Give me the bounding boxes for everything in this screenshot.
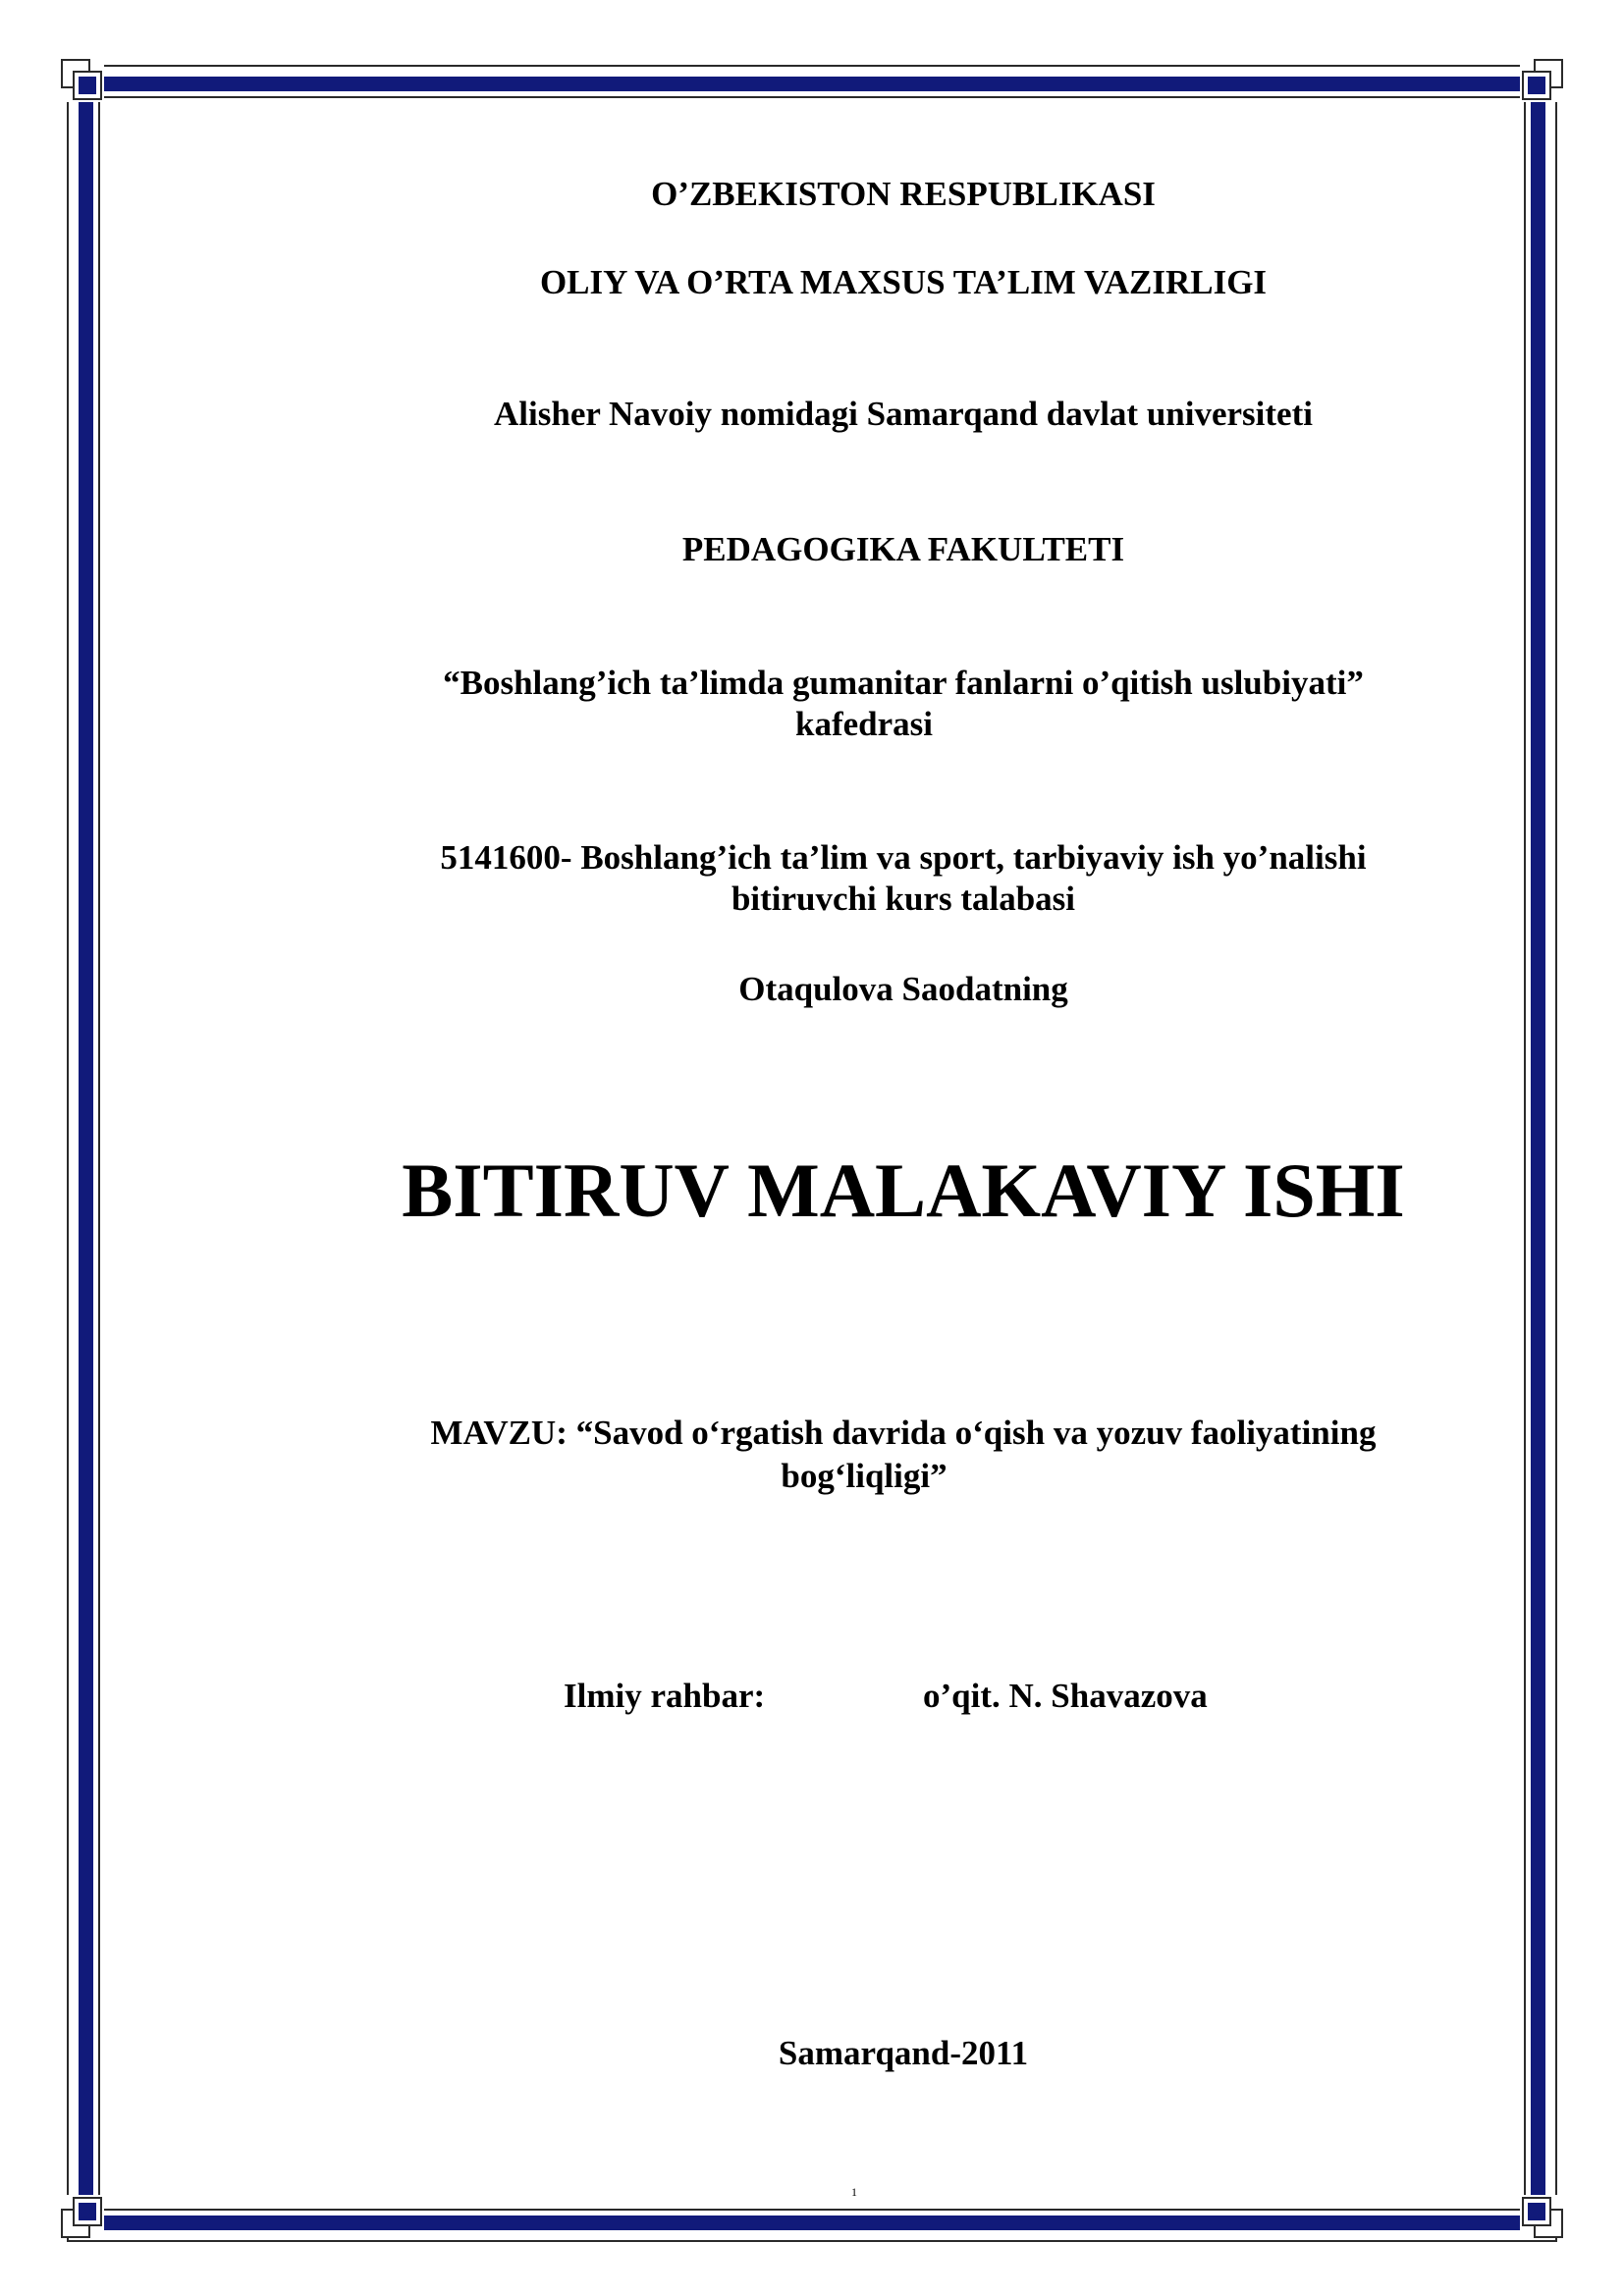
page-number: 1 bbox=[851, 2185, 857, 2199]
specialty-line: 5141600- Boshlang’ich ta’lim va sport, tarbiyaviy ish yo’nalishi bbox=[440, 838, 1367, 877]
country-heading: O’ZBEKISTON RESPUBLIKASI bbox=[651, 175, 1156, 213]
supervisor-name: o’qit. N. Shavazova bbox=[923, 1677, 1208, 1715]
department-name: “Boshlang’ich ta’limda gumanitar fanlarni o’qitish uslubiyati” bbox=[443, 664, 1364, 702]
document-title: BITIRUV MALAKAVIY ISHI bbox=[402, 1148, 1405, 1233]
department-suffix: kafedrasi bbox=[795, 705, 933, 743]
border-corner-ornament bbox=[61, 2195, 104, 2238]
border-corner-ornament bbox=[1520, 59, 1563, 102]
topic-line: MAVZU: “Savod o‘rgatish davrida o‘qish va yozuv faoliyatining bbox=[430, 1414, 1377, 1452]
student-status-line: bitiruvchi kurs talabasi bbox=[731, 880, 1076, 918]
university-name: Alisher Navoiy nomidagi Samarqand davlat universiteti bbox=[494, 395, 1313, 433]
supervisor-row bbox=[564, 1677, 1271, 1724]
topic-line-continuation: bog‘liqligi” bbox=[781, 1457, 947, 1495]
ministry-heading: OLIY VA O’RTA MAXSUS TA’LIM VAZIRLIGI bbox=[539, 263, 1268, 301]
city-year: Samarqand-2011 bbox=[778, 2034, 1029, 2072]
student-name: Otaqulova Saodatning bbox=[738, 970, 1068, 1008]
border-corner-ornament bbox=[61, 59, 104, 102]
border-corner-ornament bbox=[1520, 2195, 1563, 2238]
supervisor-label: Ilmiy rahbar: bbox=[564, 1677, 766, 1715]
faculty-name: PEDAGOGIKA FAKULTETI bbox=[681, 530, 1125, 568]
